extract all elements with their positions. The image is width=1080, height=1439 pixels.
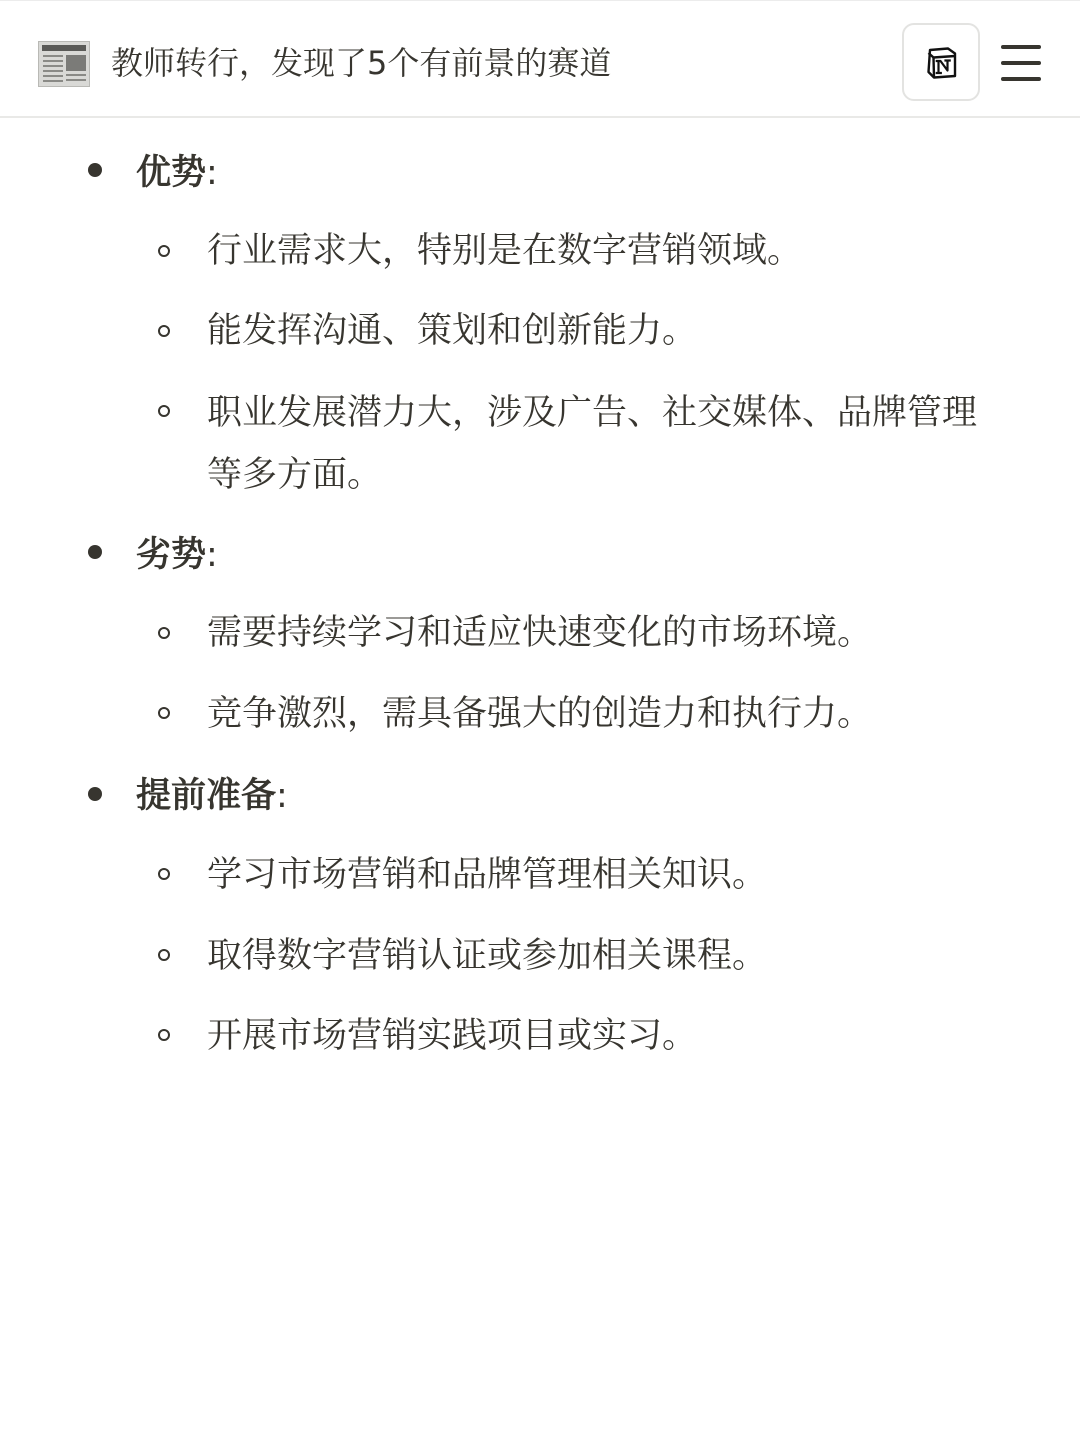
section-heading-preparation <box>136 771 288 821</box>
sub-bullet-circle <box>158 325 170 337</box>
newspaper-masthead <box>42 45 86 51</box>
list-item: 需要持续学习和适应快速变化的市场环境。 <box>207 613 873 653</box>
sub-bullet-circle <box>158 245 170 257</box>
sub-bullet-circle <box>158 627 170 639</box>
sub-bullet-circle <box>158 949 170 961</box>
section-colon: : <box>276 776 288 816</box>
section-heading-advantages <box>136 148 218 198</box>
newspaper-column <box>66 74 86 83</box>
list-item: 职业发展潜力大，涉及广告、社交媒体、品牌管理等多方面。 <box>207 393 978 495</box>
list-item: 能发挥沟通、策划和创新能力。 <box>207 311 698 351</box>
sub-bullet-circle <box>158 707 170 719</box>
section-label: 提前准备 <box>136 776 277 816</box>
sub-bullet-circle <box>158 405 170 417</box>
bullet-dot <box>88 545 102 559</box>
newspaper-icon[interactable] <box>38 41 90 87</box>
section-label: 劣势 <box>136 535 207 575</box>
menu-line <box>1001 61 1041 65</box>
newspaper-column <box>43 55 63 83</box>
bullet-dot <box>88 787 102 801</box>
notion-button[interactable] <box>902 23 980 101</box>
hamburger-menu-icon[interactable] <box>998 39 1046 87</box>
sub-bullet-circle <box>158 868 170 880</box>
section-colon: : <box>206 153 218 193</box>
top-bar <box>0 0 1080 118</box>
page-title[interactable]: 教师转行，发现了5个有前景的赛道 <box>111 44 612 82</box>
list-item: 取得数字营销认证或参加相关课程。 <box>207 936 768 976</box>
menu-line <box>1001 45 1041 49</box>
bullet-dot <box>88 163 102 177</box>
newspaper-photo <box>66 55 86 71</box>
list-item: 学习市场营销和品牌管理相关知识。 <box>207 855 768 895</box>
section-heading-disadvantages <box>136 530 218 580</box>
section-colon: : <box>206 535 218 575</box>
menu-line <box>1001 77 1041 81</box>
list-item: 竞争激烈，需具备强大的创造力和执行力。 <box>207 694 873 734</box>
section-label: 优势 <box>136 153 207 193</box>
notion-logo-icon <box>924 45 960 81</box>
sub-bullet-circle <box>158 1029 170 1041</box>
list-item: 开展市场营销实践项目或实习。 <box>207 1016 698 1056</box>
list-item: 行业需求大，特别是在数字营销领域。 <box>207 231 803 271</box>
